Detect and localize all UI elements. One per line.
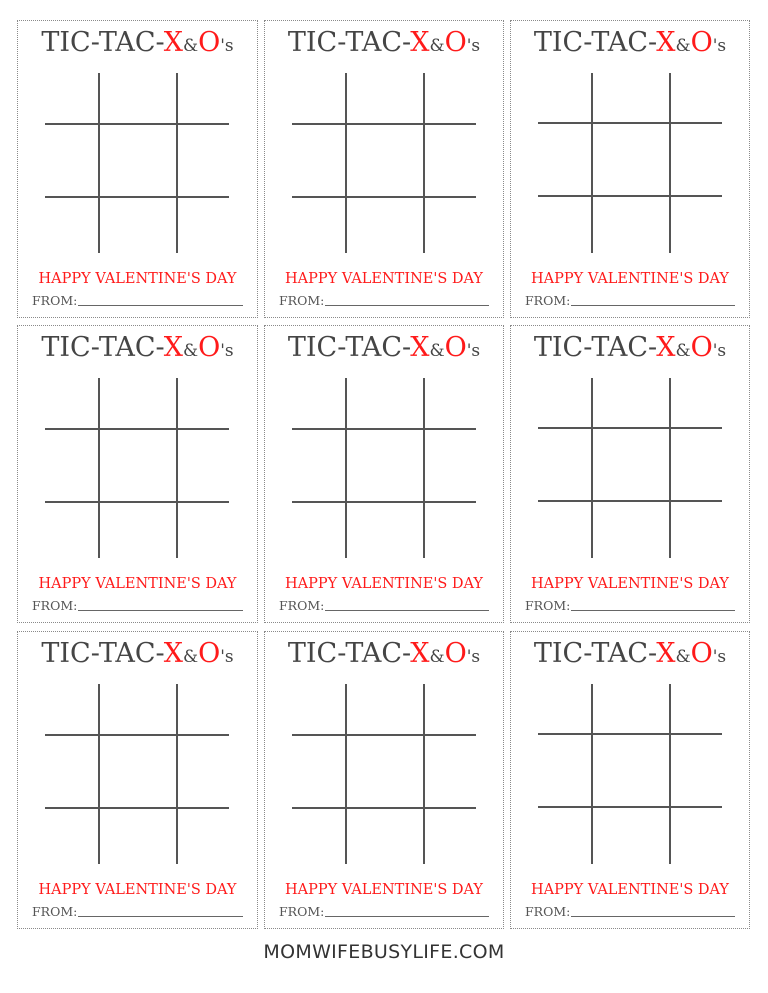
- title-x: X: [163, 27, 183, 58]
- from-row: [32, 903, 243, 919]
- from-row: [525, 903, 735, 919]
- from-row: [525, 597, 735, 613]
- grid-line-horizontal-2: [292, 807, 476, 809]
- grid-line-vertical-1: [345, 378, 347, 558]
- grid-line-horizontal-2: [45, 501, 229, 503]
- title-x: X: [656, 332, 676, 363]
- tic-tac-toe-grid[interactable]: [538, 73, 722, 253]
- tic-tac-toe-grid[interactable]: [292, 378, 476, 558]
- from-label: FROM:: [32, 598, 78, 613]
- grid-line-horizontal-1: [292, 123, 476, 125]
- title-suffix: 's: [220, 36, 234, 56]
- tic-tac-toe-grid[interactable]: [292, 73, 476, 253]
- tic-tac-toe-grid[interactable]: [45, 378, 229, 558]
- grid-line-horizontal-1: [292, 428, 476, 430]
- grid-line-horizontal-1: [292, 734, 476, 736]
- title-x: X: [410, 332, 430, 363]
- title-x: X: [163, 638, 183, 669]
- title-x: X: [410, 27, 430, 58]
- from-row: [279, 903, 489, 919]
- grid-line-vertical-1: [591, 73, 593, 253]
- title-o: O: [198, 332, 221, 363]
- tic-tac-toe-grid[interactable]: [292, 684, 476, 864]
- card-title: [511, 27, 749, 58]
- grid-line-vertical-2: [669, 684, 671, 864]
- from-field[interactable]: [325, 598, 489, 611]
- from-label: FROM:: [279, 904, 325, 919]
- tic-tac-toe-grid[interactable]: [538, 378, 722, 558]
- from-label: FROM:: [279, 293, 325, 308]
- title-tic-tac: TIC-TAC-: [41, 27, 164, 58]
- from-label: FROM:: [525, 598, 571, 613]
- grid-line-vertical-2: [669, 378, 671, 558]
- grid-line-horizontal-1: [45, 734, 229, 736]
- grid-line-vertical-2: [176, 684, 178, 864]
- greeting-text: HAPPY VALENTINE'S DAY: [285, 882, 483, 898]
- title-suffix: 's: [466, 647, 481, 667]
- card-title: [511, 638, 749, 669]
- card-title: [511, 332, 749, 363]
- valentine-card-5: [264, 325, 504, 623]
- grid-line-vertical-1: [98, 684, 100, 864]
- grid-line-vertical-2: [176, 73, 178, 253]
- from-field[interactable]: [571, 598, 735, 611]
- grid-line-horizontal-1: [538, 122, 722, 124]
- card-title: [18, 332, 257, 363]
- from-row: [279, 292, 489, 308]
- from-field[interactable]: [78, 293, 243, 306]
- title-suffix: 's: [466, 36, 481, 56]
- title-ampersand: &: [429, 647, 445, 667]
- valentine-card-6: [510, 325, 750, 623]
- grid-line-horizontal-1: [45, 123, 229, 125]
- title-ampersand: &: [182, 341, 199, 361]
- tic-tac-toe-grid[interactable]: [45, 73, 229, 253]
- website-footer: MOMWIFEBUSYLIFE.COM: [263, 941, 505, 963]
- title-o: O: [444, 332, 467, 363]
- valentine-card-9: [510, 631, 750, 929]
- grid-line-vertical-1: [591, 378, 593, 558]
- from-field[interactable]: [571, 904, 735, 917]
- from-field[interactable]: [325, 293, 489, 306]
- greeting-text: HAPPY VALENTINE'S DAY: [38, 882, 237, 898]
- title-tic-tac: TIC-TAC-: [41, 332, 164, 363]
- greeting-text: HAPPY VALENTINE'S DAY: [531, 882, 729, 898]
- title-o: O: [444, 638, 467, 669]
- title-tic-tac: TIC-TAC-: [533, 27, 657, 58]
- from-label: FROM:: [32, 293, 78, 308]
- title-ampersand: &: [429, 36, 445, 56]
- title-ampersand: &: [429, 341, 445, 361]
- title-o: O: [198, 638, 221, 669]
- from-row: [32, 597, 243, 613]
- title-x: X: [656, 27, 676, 58]
- title-tic-tac: TIC-TAC-: [533, 332, 657, 363]
- grid-line-horizontal-2: [292, 196, 476, 198]
- grid-line-vertical-2: [423, 73, 425, 253]
- title-x: X: [410, 638, 430, 669]
- from-field[interactable]: [78, 904, 243, 917]
- title-suffix: 's: [712, 341, 727, 361]
- valentine-card-8: [264, 631, 504, 929]
- greeting-text: HAPPY VALENTINE'S DAY: [531, 271, 729, 287]
- grid-line-vertical-1: [591, 684, 593, 864]
- grid-line-horizontal-1: [538, 733, 722, 735]
- grid-line-horizontal-2: [538, 806, 722, 808]
- grid-line-vertical-1: [98, 378, 100, 558]
- title-suffix: 's: [712, 647, 727, 667]
- from-field[interactable]: [78, 598, 243, 611]
- card-title: [265, 27, 503, 58]
- tic-tac-toe-grid[interactable]: [538, 684, 722, 864]
- grid-line-horizontal-1: [538, 427, 722, 429]
- title-ampersand: &: [675, 341, 691, 361]
- valentine-card-3: [510, 20, 750, 318]
- title-ampersand: &: [675, 647, 691, 667]
- title-ampersand: &: [675, 36, 691, 56]
- valentine-card-4: [17, 325, 258, 623]
- grid-line-vertical-1: [345, 684, 347, 864]
- tic-tac-toe-grid[interactable]: [45, 684, 229, 864]
- greeting-text: HAPPY VALENTINE'S DAY: [38, 576, 237, 592]
- greeting-text: HAPPY VALENTINE'S DAY: [38, 271, 237, 287]
- grid-line-vertical-1: [98, 73, 100, 253]
- from-label: FROM:: [525, 904, 571, 919]
- from-label: FROM:: [279, 598, 325, 613]
- title-tic-tac: TIC-TAC-: [533, 638, 657, 669]
- title-o: O: [198, 27, 221, 58]
- title-suffix: 's: [712, 36, 727, 56]
- from-row: [32, 292, 243, 308]
- grid-line-vertical-2: [669, 73, 671, 253]
- valentine-card-2: [264, 20, 504, 318]
- title-o: O: [690, 638, 713, 669]
- title-tic-tac: TIC-TAC-: [287, 27, 411, 58]
- grid-line-vertical-2: [423, 684, 425, 864]
- title-o: O: [444, 27, 467, 58]
- greeting-text: HAPPY VALENTINE'S DAY: [285, 576, 483, 592]
- grid-line-horizontal-2: [538, 500, 722, 502]
- from-row: [525, 292, 735, 308]
- title-tic-tac: TIC-TAC-: [287, 638, 411, 669]
- title-o: O: [690, 332, 713, 363]
- greeting-text: HAPPY VALENTINE'S DAY: [285, 271, 483, 287]
- title-x: X: [163, 332, 183, 363]
- title-o: O: [690, 27, 713, 58]
- grid-line-vertical-2: [423, 378, 425, 558]
- from-row: [279, 597, 489, 613]
- title-ampersand: &: [182, 36, 199, 56]
- from-label: FROM:: [525, 293, 571, 308]
- title-x: X: [656, 638, 676, 669]
- card-title: [18, 638, 257, 669]
- grid-line-horizontal-2: [45, 196, 229, 198]
- from-field[interactable]: [571, 293, 735, 306]
- grid-line-horizontal-1: [45, 428, 229, 430]
- title-tic-tac: TIC-TAC-: [41, 638, 164, 669]
- card-title: [265, 638, 503, 669]
- card-title: [265, 332, 503, 363]
- title-suffix: 's: [220, 341, 234, 361]
- title-suffix: 's: [220, 647, 234, 667]
- grid-line-vertical-1: [345, 73, 347, 253]
- title-tic-tac: TIC-TAC-: [287, 332, 411, 363]
- grid-line-vertical-2: [176, 378, 178, 558]
- card-title: [18, 27, 257, 58]
- title-ampersand: &: [182, 647, 199, 667]
- valentine-card-1: [17, 20, 258, 318]
- grid-line-horizontal-2: [538, 195, 722, 197]
- from-field[interactable]: [325, 904, 489, 917]
- from-label: FROM:: [32, 904, 78, 919]
- title-suffix: 's: [466, 341, 481, 361]
- greeting-text: HAPPY VALENTINE'S DAY: [531, 576, 729, 592]
- grid-line-horizontal-2: [292, 501, 476, 503]
- grid-line-horizontal-2: [45, 807, 229, 809]
- valentine-card-7: [17, 631, 258, 929]
